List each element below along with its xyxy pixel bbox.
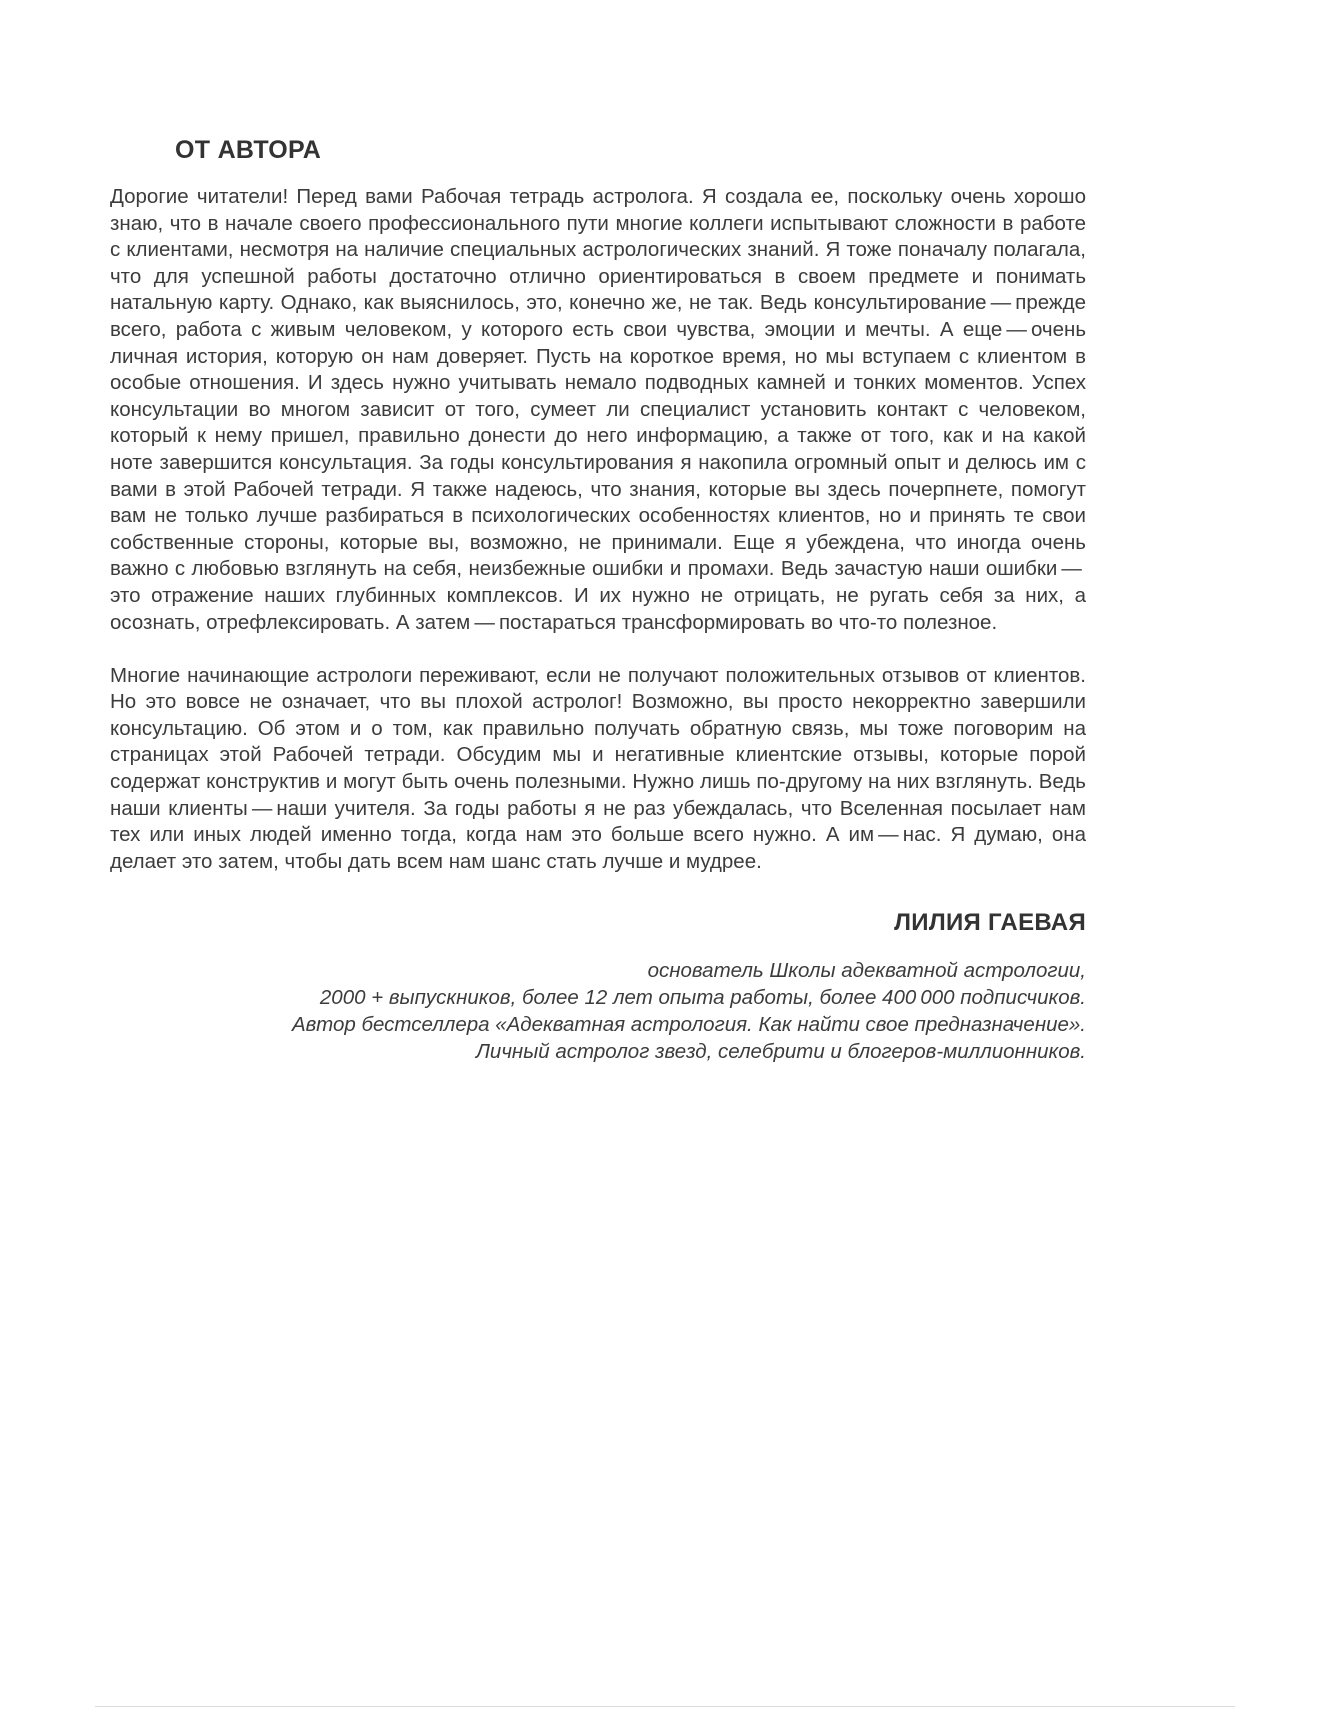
paragraph-1: Дорогие читатели! Перед вами Рабочая тетрадь астролога. Я создала ее, поскольку очень хорошо знаю, что в начале своего профессионального пути многие коллеги испытывают сложности в работе с клиентами, несмотря на наличие специальных астрологических знаний. Я тоже поначалу полагала, что для успешной работы достаточно отлично ориентироваться в своем предмете и понимать натальную карту. Однако, как выяснилось, это, конечно же, не так. Ведь консультирование — прежде всего, работа с живым человеком, у которого есть свои чувства, эмоции и мечты. А еще — очень личная история, которую он нам доверяет. Пусть на короткое время, но мы вступаем с клиентом в особые отношения. И здесь нужно учитывать немало подводных камней и тонких моментов. Успех консультации во многом зависит от того, сумеет ли специалист установить контакт с человеком, который к нему пришел, правильно донести до него информацию, а также от того, как и на какой ноте завершится консультация. За годы консультирования я накопила огромный опыт и делюсь им с вами в этой Рабочей тетради. Я также надеюсь, что знания, которые вы здесь почерпнете, помогут вам не только лучше разбираться в психологических особенностях клиентов, но и принять те свои собственные стороны, которые вы, возможно, не принимали. Еще я убеждена, что иногда очень важно с любовью взглянуть на себя, неизбежные ошибки и промахи. Ведь зачастую наши ошибки — это отражение наших глубинных комплексов. И их нужно не отрицать, не ругать себя за них, а осознать, отрефлексировать. А затем — постараться трансформировать во что-то полезное. — [110, 185, 1086, 634]
page-bottom-edge — [95, 1706, 1235, 1707]
author-name: ЛИЛИЯ ГАЕВАЯ — [894, 909, 1086, 937]
credit-line-2: 2000 + выпускников, более 12 лет опыта работы, более 400 000 подписчиков. — [319, 986, 1086, 1010]
credit-line-4: Личный астролог звезд, селебрити и блогеров-миллионников. — [475, 1040, 1086, 1064]
chapter-title: ОТ АВТОРА — [175, 136, 322, 164]
credit-line-1: основатель Школы адекватной астрологии, — [647, 959, 1086, 983]
credit-line-3: Автор бестселлера «Адекватная астрология. Как найти свое предназначение». — [291, 1013, 1086, 1037]
author-credits — [110, 957, 1086, 1065]
body-text — [110, 184, 1086, 875]
book-page — [110, 0, 1086, 1065]
paragraph-2: Многие начинающие астрологи переживают, если не получают положительных отзывов от клиентов. Но это вовсе не означает, что вы плохой астролог! Возможно, вы просто некорректно завершили консультацию. Об этом и о том, как правильно получать обратную связь, мы тоже поговорим на страницах этой Рабочей тетради. Обсудим мы и негативные клиентские отзывы, которые порой содержат конструктив и могут быть очень полезными. Нужно лишь по-другому на них взглянуть. Ведь наши клиенты — наши учителя. За годы работы я не раз убеждалась, что Вселенная посылает нам тех или иных людей именно тогда, когда нам это больше всего нужно. А им — нас. Я думаю, она делает это затем, чтобы дать всем нам шанс стать лучше и мудрее. — [110, 663, 1086, 873]
